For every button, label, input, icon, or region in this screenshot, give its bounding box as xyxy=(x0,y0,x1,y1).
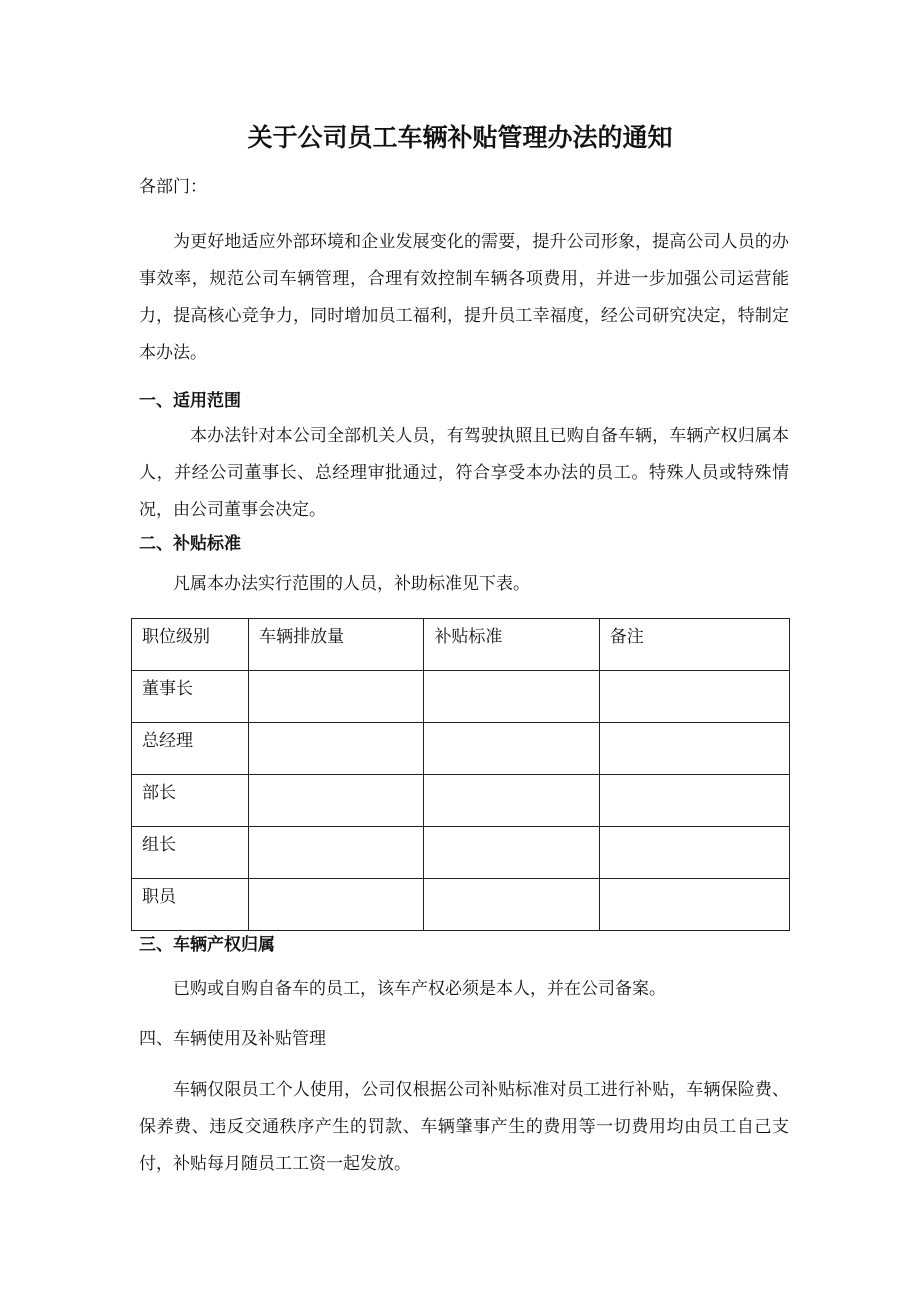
table-cell xyxy=(249,775,424,827)
section-body-ownership: 已购或自购自备车的员工，该车产权必须是本人，并在公司备案。 xyxy=(173,979,666,999)
header-remarks: 备注 xyxy=(599,619,789,671)
section-body-usage: 车辆仅限员工个人使用，公司仅根据公司补贴标准对员工进行补贴，车辆保险费、保养费、违反交通秩序产生的罚款、车辆肇事产生的费用等一切费用均由员工自己支付，补贴每月随员工工资一起发放。 xyxy=(139,1080,789,1174)
table-row xyxy=(132,827,790,879)
subsidy-table xyxy=(131,618,790,931)
intro-paragraph: 为更好地适应外部环境和企业发展变化的需要，提升公司形象，提高公司人员的办事效率，规范公司车辆管理，合理有效控制车辆各项费用，并进一步加强公司运营能力，提高核心竞争力，同时增加员工福利，提升员工幸福度，经公司研究决定，特制定本办法。 xyxy=(139,232,789,363)
section-heading-standard: 二、补贴标准 xyxy=(139,534,241,554)
table-cell-position: 组长 xyxy=(132,827,249,879)
table-cell xyxy=(249,723,424,775)
table-cell xyxy=(249,879,424,931)
table-row xyxy=(132,723,790,775)
section-heading-usage: 四、车辆使用及补贴管理 xyxy=(139,1029,326,1049)
document-title: 关于公司员工车辆补贴管理办法的通知 xyxy=(247,123,673,152)
table-cell xyxy=(599,827,789,879)
header-vehicle-displacement: 车辆排放量 xyxy=(249,619,424,671)
table-cell xyxy=(599,775,789,827)
table-cell xyxy=(249,671,424,723)
header-subsidy-standard: 补贴标准 xyxy=(424,619,599,671)
table-cell-position: 董事长 xyxy=(132,671,249,723)
table-cell xyxy=(599,879,789,931)
table-row xyxy=(132,775,790,827)
table-cell xyxy=(249,827,424,879)
table-header-row xyxy=(132,619,790,671)
table-row xyxy=(132,671,790,723)
table-cell xyxy=(424,723,599,775)
table-cell-position: 部长 xyxy=(132,775,249,827)
table-row xyxy=(132,879,790,931)
header-position-level: 职位级别 xyxy=(132,619,249,671)
table-cell xyxy=(424,671,599,723)
section-body-standard: 凡属本办法实行范围的人员，补助标准见下表。 xyxy=(173,574,530,594)
salutation: 各部门： xyxy=(139,177,207,197)
section-heading-ownership: 三、车辆产权归属 xyxy=(139,935,275,955)
table-cell xyxy=(424,879,599,931)
section-heading-scope: 一、适用范围 xyxy=(139,391,241,411)
section-body-scope: 本办法针对本公司全部机关人员，有驾驶执照且已购自备车辆，车辆产权归属本人，并经公司董事长、总经理审批通过，符合享受本办法的员工。特殊人员或特殊情况，由公司董事会决定。 xyxy=(139,426,789,520)
table-cell xyxy=(599,723,789,775)
table-cell xyxy=(424,775,599,827)
table-cell xyxy=(599,671,789,723)
table-cell-position: 总经理 xyxy=(132,723,249,775)
table-cell xyxy=(424,827,599,879)
table-cell-position: 职员 xyxy=(132,879,249,931)
